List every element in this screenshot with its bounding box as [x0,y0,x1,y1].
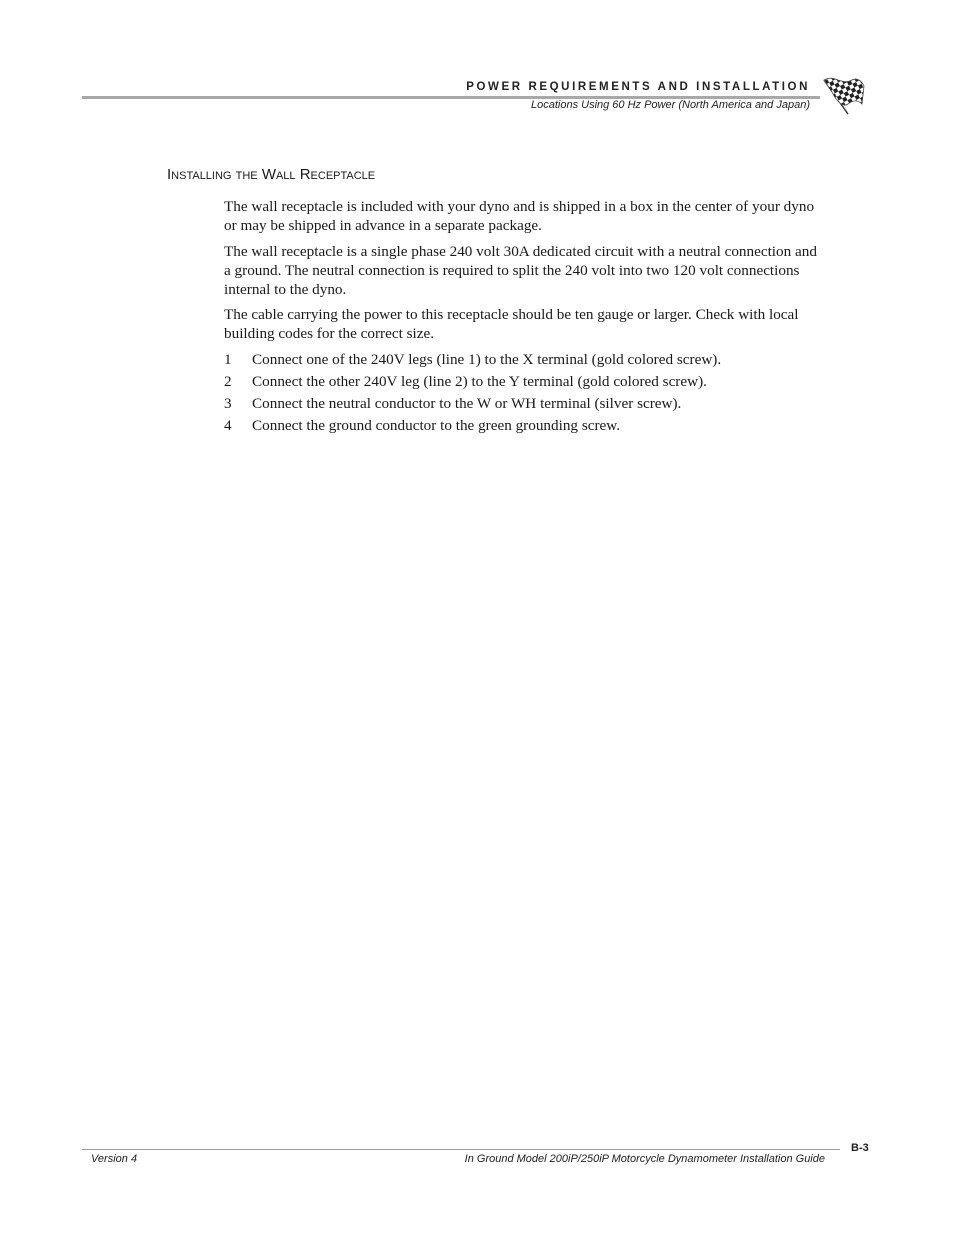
paragraph: The wall receptacle is a single phase 240 volt 30A dedicated circuit with a neutral connection and a ground. The neutral connection is required to split the 240 volt into two 120 volt connections internal to the dyno. [224,242,817,298]
list-item [224,350,820,369]
footer-version: Version 4 [91,1153,138,1165]
paragraph: The cable carrying the power to this receptacle should be ten gauge or larger. Check with local building codes for the correct size. [224,306,799,342]
step-number: 3 [224,394,232,412]
step-text: Connect the other 240V leg (line 2) to the Y terminal (gold colored screw). [252,372,707,390]
list-item [224,372,820,391]
step-number: 2 [224,372,232,390]
step-text: Connect the neutral conductor to the W or WH terminal (silver screw). [252,394,682,412]
footer-rule [82,1149,840,1150]
list-item [224,416,820,435]
step-number: 1 [224,350,232,368]
section-heading: Installing the Wall Receptacle [167,166,376,183]
step-text: Connect the ground conductor to the green grounding screw. [252,416,621,434]
step-text: Connect one of the 240V legs (line 1) to the X terminal (gold colored screw). [252,350,722,368]
running-header-title: POWER REQUIREMENTS AND INSTALLATION [466,81,810,93]
installation-steps [224,350,820,435]
footer-guide-title: In Ground Model 200iP/250iP Motorcycle Dynamometer Installation Guide [464,1153,825,1165]
list-item [224,394,820,413]
page-number: B-3 [851,1142,869,1154]
section-body [224,197,820,438]
paragraph: The wall receptacle is included with your dyno and is shipped in a box in the center of your dyno or may be shipped in advance in a separate package. [224,198,815,234]
running-header-subtitle: Locations Using 60 Hz Power (North America and Japan) [530,99,810,111]
step-number: 4 [224,416,232,434]
checkered-flag-icon [820,74,866,116]
